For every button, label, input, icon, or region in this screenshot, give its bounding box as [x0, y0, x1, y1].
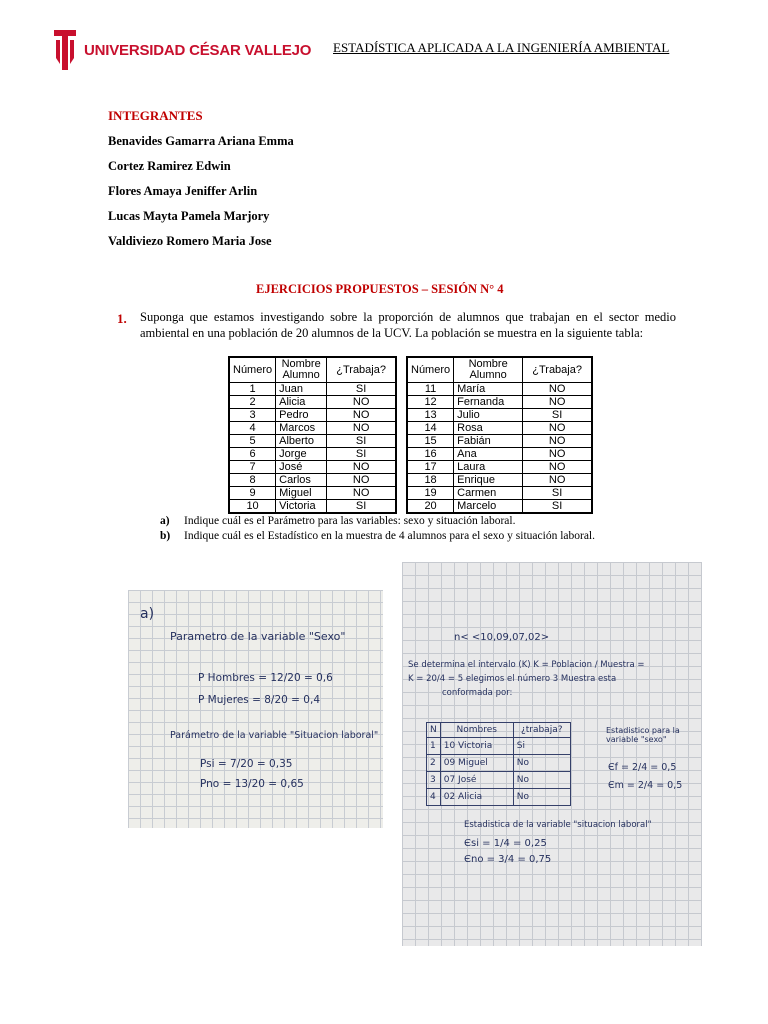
table-row — [407, 448, 592, 461]
cell-status: SI — [327, 383, 397, 396]
university-logo — [52, 28, 312, 74]
hw-title-laboral: Parámetro de la variable "Situacion laboral" — [170, 730, 379, 741]
table-row — [229, 435, 396, 448]
cell-number: 1 — [229, 383, 276, 396]
cell-name: 02 Alicia — [440, 789, 513, 806]
col-header-nombre: Nombre Alumno — [454, 357, 523, 383]
cell-status: SI — [327, 448, 397, 461]
cell-status: NO — [523, 396, 593, 409]
table-row — [229, 383, 396, 396]
students-table-left — [228, 356, 397, 514]
cell-name: María — [454, 383, 523, 396]
cell-name: Fernanda — [454, 396, 523, 409]
hw-label-a: a) — [140, 606, 155, 622]
cell-number: 3 — [229, 409, 276, 422]
table-row — [229, 487, 396, 500]
cell-number: 16 — [407, 448, 454, 461]
handwritten-answer-a-photo — [128, 590, 383, 828]
table-row — [407, 383, 592, 396]
col-header-numero: Número — [229, 357, 276, 383]
cell-number: 13 — [407, 409, 454, 422]
cell-status: NO — [523, 448, 593, 461]
cell-number: 1 — [427, 738, 441, 755]
cell-status: NO — [327, 396, 397, 409]
sub-question-a-label: a) — [160, 515, 170, 527]
cell-name: Ana — [454, 448, 523, 461]
university-name: UNIVERSIDAD CÉSAR VALLEJO — [84, 42, 312, 59]
cell-name: Marcos — [276, 422, 327, 435]
cell-name: Alberto — [276, 435, 327, 448]
sub-question-a — [160, 515, 515, 527]
question-text: Suponga que estamos investigando sobre la proporción de alumnos que trabajan en el sector medio ambiental en una población de 20 alumnos de la UCV. La población se muestra en la siguiente tabla: — [140, 310, 676, 340]
cell-name: Jorge — [276, 448, 327, 461]
col-header-numero: Número — [407, 357, 454, 383]
hw-col-nombres: Nombres — [440, 723, 513, 738]
table-row — [407, 461, 592, 474]
cell-status: NO — [523, 474, 593, 487]
cell-number: 6 — [229, 448, 276, 461]
cell-status: NO — [327, 409, 397, 422]
cell-status: SI — [523, 487, 593, 500]
hw-sample-table — [426, 722, 571, 806]
table-row — [407, 396, 592, 409]
hw-col-trabaja: ¿trabaja? — [513, 723, 570, 738]
table-row — [229, 396, 396, 409]
hw-line3: conformada por: — [442, 688, 513, 698]
cell-status: NO — [523, 383, 593, 396]
hw-em: Єm = 2/4 = 0,5 — [608, 780, 683, 791]
cell-status: SI — [523, 500, 593, 514]
cell-status: NO — [523, 435, 593, 448]
hw-p-hombres: P Hombres = 12/20 = 0,6 — [198, 672, 333, 684]
cell-name: Juan — [276, 383, 327, 396]
hw-esi: Єsi = 1/4 = 0,25 — [464, 838, 547, 849]
cell-number: 4 — [427, 789, 441, 806]
cell-number: 14 — [407, 422, 454, 435]
cell-status: NO — [523, 461, 593, 474]
sub-question-a-text: Indique cuál es el Parámetro para las variables: sexo y situación laboral. — [184, 515, 516, 527]
table-row — [229, 500, 396, 514]
cell-name: Alicia — [276, 396, 327, 409]
table-row — [229, 409, 396, 422]
cell-number: 10 — [229, 500, 276, 514]
cell-name: Carlos — [276, 474, 327, 487]
table-row — [407, 500, 592, 514]
table-row — [407, 409, 592, 422]
cell-status: No — [513, 755, 570, 772]
cell-status: NO — [327, 461, 397, 474]
cell-status: SI — [523, 409, 593, 422]
hw-col-n: N — [427, 723, 441, 738]
sub-question-b — [160, 530, 595, 542]
cell-name: Rosa — [454, 422, 523, 435]
col-header-trabaja: ¿Trabaja? — [523, 357, 593, 383]
cell-name: 09 Miguel — [440, 755, 513, 772]
students-table-right — [406, 356, 593, 514]
cell-number: 18 — [407, 474, 454, 487]
sub-question-b-text: Indique cuál es el Estadístico en la muestra de 4 alumnos para el sexo y situación laboral. — [184, 530, 595, 542]
cell-name: Victoria — [276, 500, 327, 514]
table-row — [407, 422, 592, 435]
cell-number: 20 — [407, 500, 454, 514]
cell-status: NO — [327, 474, 397, 487]
col-header-trabaja: ¿Trabaja? — [327, 357, 397, 383]
table-row — [407, 435, 592, 448]
cell-status: No — [513, 789, 570, 806]
cell-name: Julio — [454, 409, 523, 422]
hw-est-laboral-title: Estadistica de la variable "situacion laboral" — [464, 820, 652, 830]
cell-status: SI — [327, 500, 397, 514]
cell-name: 10 Victoria — [440, 738, 513, 755]
member-name: Benavides Gamarra Ariana Emma — [108, 134, 294, 148]
cell-name: Carmen — [454, 487, 523, 500]
cell-number: 4 — [229, 422, 276, 435]
member-name: Flores Amaya Jeniffer Arlin — [108, 184, 258, 198]
hw-p-si: Psi = 7/20 = 0,35 — [200, 758, 293, 770]
members-heading: INTEGRANTES — [108, 108, 203, 123]
university-crest-icon — [52, 28, 78, 72]
cell-number: 5 — [229, 435, 276, 448]
table-row — [407, 487, 592, 500]
hw-est-sexo-title: Estadistico para la variable "sexo" — [606, 726, 680, 744]
cell-status: NO — [327, 487, 397, 500]
exercise-title: EJERCICIOS PROPUESTOS – SESIÓN N° 4 — [256, 282, 504, 296]
cell-number: 19 — [407, 487, 454, 500]
hw-sample: n< <10,09,07,02> — [454, 632, 550, 643]
cell-name: Pedro — [276, 409, 327, 422]
cell-name: Marcelo — [454, 500, 523, 514]
cell-number: 2 — [229, 396, 276, 409]
table-row — [427, 755, 571, 772]
hw-ef: Єf = 2/4 = 0,5 — [608, 762, 677, 773]
handwritten-answer-b-photo — [402, 562, 702, 946]
member-name: Valdiviezo Romero Maria Jose — [108, 234, 272, 248]
table-row — [229, 461, 396, 474]
hw-title-sexo: Parametro de la variable "Sexo" — [170, 630, 346, 643]
hw-line1: Se determina el intervalo (K) K = Poblacion / Muestra = — [408, 660, 645, 670]
cell-number: 17 — [407, 461, 454, 474]
cell-name: Enrique — [454, 474, 523, 487]
table-row — [427, 738, 571, 755]
member-name: Lucas Mayta Pamela Marjory — [108, 209, 270, 223]
table-row — [427, 789, 571, 806]
cell-number: 8 — [229, 474, 276, 487]
hw-line2: K = 20/4 = 5 elegimos el número 3 Muestra esta — [408, 674, 617, 684]
hw-p-mujeres: P Mujeres = 8/20 = 0,4 — [198, 694, 321, 706]
course-title: ESTADÍSTICA APLICADA A LA INGENIERÍA AMBIENTAL — [333, 40, 670, 55]
col-header-nombre: Nombre Alumno — [276, 357, 327, 383]
cell-name: José — [276, 461, 327, 474]
cell-status: SI — [327, 435, 397, 448]
cell-status: No — [513, 772, 570, 789]
cell-status: NO — [327, 422, 397, 435]
cell-status: Si — [513, 738, 570, 755]
hw-p-no: Pno = 13/20 = 0,65 — [200, 778, 304, 790]
cell-number: 12 — [407, 396, 454, 409]
cell-number: 2 — [427, 755, 441, 772]
cell-number: 3 — [427, 772, 441, 789]
question-number: 1. — [117, 311, 127, 326]
table-row — [229, 474, 396, 487]
cell-name: Fabián — [454, 435, 523, 448]
cell-number: 11 — [407, 383, 454, 396]
cell-name: 07 José — [440, 772, 513, 789]
sub-question-b-label: b) — [160, 530, 171, 542]
cell-number: 9 — [229, 487, 276, 500]
cell-number: 15 — [407, 435, 454, 448]
hw-eno: Єno = 3/4 = 0,75 — [464, 854, 552, 865]
table-row — [407, 474, 592, 487]
cell-status: NO — [523, 422, 593, 435]
table-row — [229, 422, 396, 435]
cell-number: 7 — [229, 461, 276, 474]
member-name: Cortez Ramirez Edwin — [108, 159, 231, 173]
table-row — [229, 448, 396, 461]
table-row — [427, 772, 571, 789]
cell-name: Laura — [454, 461, 523, 474]
cell-name: Miguel — [276, 487, 327, 500]
